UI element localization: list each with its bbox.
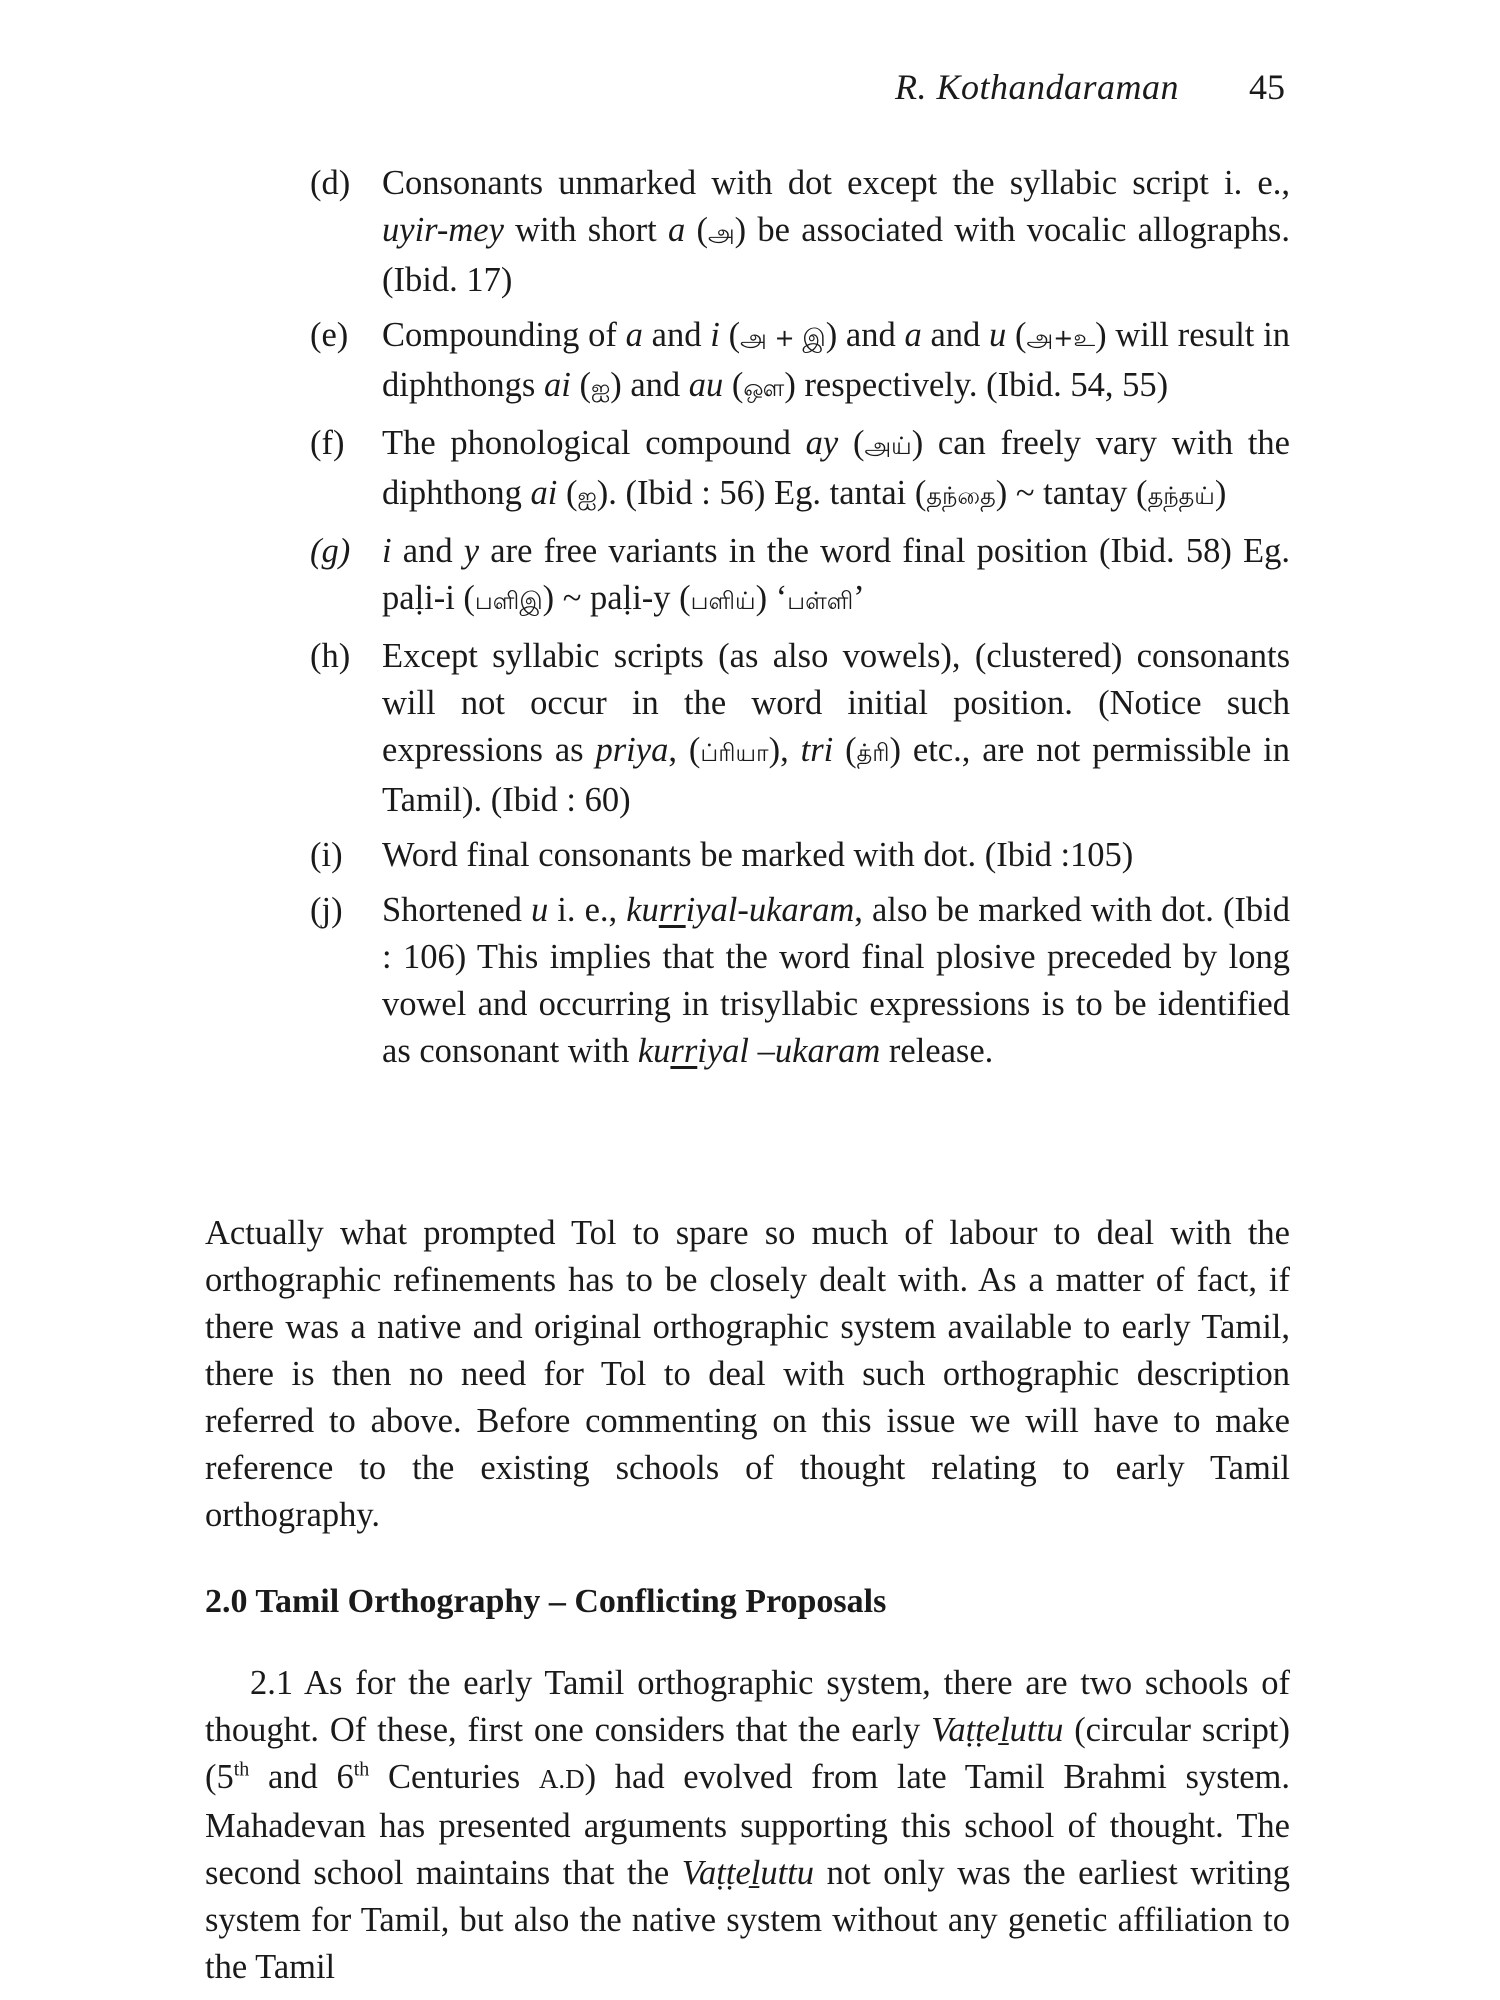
list-item-text: Shortened u i. e., kurriyal-ukaram, also be marked with dot. (Ibid : 106) This implies that the word final plosive preceded by long vowel and occurring in trisyllabic expressions is to be identified as consonant with kurriyal –ukaram release. [382, 891, 1291, 1070]
list-item [310, 633, 1290, 824]
list-item [310, 832, 1290, 879]
list-item-text: The phonological compound ay (அய்) can freely vary with the diphthong ai (ஐ). (Ibid : 56) Eg. tantai (தந்தை) ~ tantay (தந்தய்) [382, 424, 1290, 512]
list-item-marker: (j) [310, 891, 343, 929]
list-item [310, 528, 1290, 625]
list-item-text: Except syllabic scripts (as also vowels), (clustered) consonants will not occur in the word initial position. (Notice such expressions as priya, (ப்ரியா), tri (த்ரி) etc., are not permissible in Tamil). (Ibid : 60) [382, 637, 1291, 819]
list-item-text: i and y are free variants in the word final position (Ibid. 58) Eg. paḷi-i (பளிஇ) ~ paḷi-y (பளிய்) ‘பள்ளி’ [382, 532, 1290, 617]
list-item-marker: (h) [310, 637, 351, 675]
body-paragraph-1: Actually what prompted Tol to spare so much of labour to deal with the orthographic refinements has to be closely dealt with. As a matter of fact, if there was a native and original orthographic system available to early Tamil, there is then no need for Tol to deal with such orthographic description referred to above. Before commenting on this issue we will have to make reference to the existing schools of thought relating to early Tamil orthography. [205, 1214, 1290, 1534]
list-item-marker: (d) [310, 164, 351, 202]
list-item [310, 887, 1290, 1075]
list-item [310, 160, 1290, 304]
list-item-marker: (i) [310, 836, 343, 874]
rule-list [310, 160, 1290, 1083]
list-item [310, 420, 1290, 520]
list-item-text: Consonants unmarked with dot except the syllabic script i. e., uyir-mey with short a (அ) be associated with vocalic allographs. (Ibid. 17) [382, 164, 1290, 299]
running-head-author: R. Kothandaraman [894, 67, 1179, 107]
list-item-text: Word final consonants be marked with dot. (Ibid :105) [382, 836, 1134, 874]
list-item [310, 312, 1290, 412]
list-item-marker: (g) [310, 532, 351, 570]
page-header [895, 66, 1285, 108]
list-item-text: Compounding of a and i (அ + இ) and a and u (அ+உ) will result in diphthongs ai (ஐ) and au (ஔ) respectively. (Ibid. 54, 55) [382, 316, 1290, 404]
list-item-marker: (f) [310, 424, 345, 462]
body-paragraph-2: 2.1 As for the early Tamil orthographic system, there are two schools of thought. Of these, first one considers that the early Vaṭṭeḻuttu (circular script) (5th and 6th Centuries A.D) had evolved from late Tamil Brahmi system. Mahadevan has presented arguments supporting this school of thought. The second school maintains that the Vaṭṭeḻuttu not only was the earliest writing system for Tamil, but also the native system without any genetic affiliation to the Tamil [205, 1664, 1290, 1986]
page-number: 45 [1249, 67, 1285, 107]
section-heading: 2.0 Tamil Orthography – Conflicting Proposals [205, 1583, 887, 1620]
list-item-marker: (e) [310, 316, 349, 354]
